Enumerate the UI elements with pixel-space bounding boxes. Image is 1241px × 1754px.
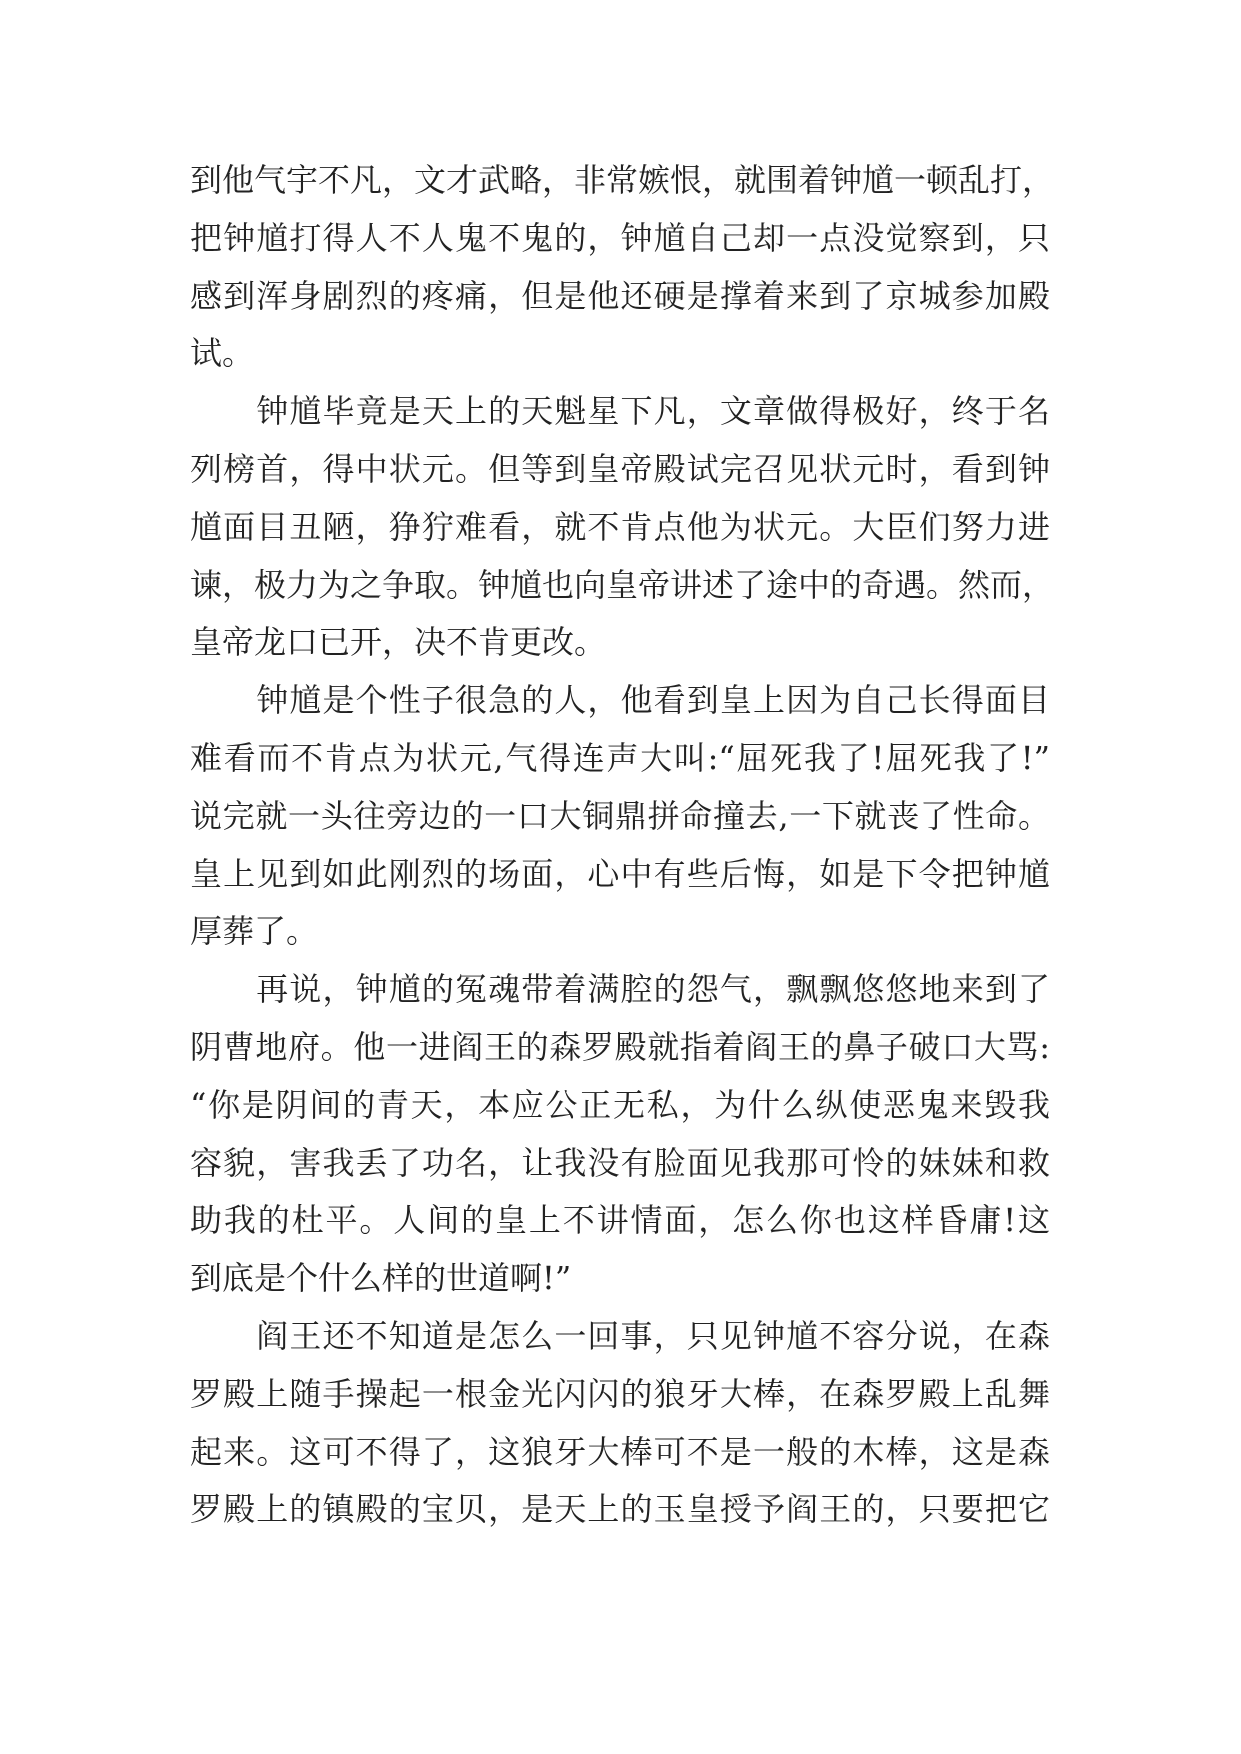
- text-line: 起来。这可不得了，这狼牙大棒可不是一般的木棒，这是森: [190, 1432, 1050, 1471]
- text-line: 说完就一头往旁边的一口大铜鼎拼命撞去,一下就丧了性命。: [190, 796, 1050, 835]
- text-line: 钟馗是个性子很急的人，他看到皇上因为自己长得面目: [190, 681, 1050, 720]
- text-line: 馗面目丑陋，狰狞难看，就不肯点他为状元。大臣们努力进: [190, 507, 1050, 546]
- text-line: 把钟馗打得人不人鬼不鬼的，钟馗自己却一点没觉察到，只: [190, 218, 1050, 257]
- text-line: 阴曹地府。他一进阎王的森罗殿就指着阎王的鼻子破口大骂:: [190, 1027, 1050, 1066]
- text-line: 再说，钟馗的冤魂带着满腔的怨气，飘飘悠悠地来到了: [190, 970, 1050, 1009]
- text-line: 皇帝龙口已开，决不肯更改。: [190, 623, 607, 662]
- text-line: 容貌，害我丢了功名，让我没有脸面见我那可怜的妹妹和救: [190, 1143, 1050, 1182]
- text-line: “你是阴间的青天，本应公正无私，为什么纵使恶鬼来毁我: [190, 1085, 1050, 1124]
- text-line: 助我的杜平。人间的皇上不讲情面，怎么你也这样昏庸!这: [190, 1201, 1050, 1240]
- text-line: 钟馗毕竟是天上的天魁星下凡，文章做得极好，终于名: [190, 392, 1050, 431]
- text-line: 试。: [190, 334, 255, 373]
- text-line: 感到浑身剧烈的疼痛，但是他还硬是撑着来到了京城参加殿: [190, 276, 1050, 315]
- text-line: 到底是个什么样的世道啊!”: [190, 1259, 572, 1298]
- text-line: 难看而不肯点为状元,气得连声大叫:“屈死我了!屈死我了!”: [190, 738, 1050, 777]
- text-line: 列榜首，得中状元。但等到皇帝殿试完召见状元时，看到钟: [190, 449, 1050, 488]
- text-line: 到他气宇不凡，文才武略，非常嫉恨，就围着钟馗一顿乱打，: [190, 161, 1055, 199]
- text-line: 厚葬了。: [190, 912, 319, 951]
- text-line: 阎王还不知道是怎么一回事，只见钟馗不容分说，在森: [190, 1316, 1050, 1355]
- text-line: 皇上见到如此刚烈的场面，心中有些后悔，如是下令把钟馗: [190, 854, 1050, 893]
- text-line: 谏，极力为之争取。钟馗也向皇帝讲述了途中的奇遇。然而，: [190, 565, 1055, 604]
- text-line: 罗殿上随手操起一根金光闪闪的狼牙大棒，在森罗殿上乱舞: [190, 1374, 1050, 1413]
- text-line: 罗殿上的镇殿的宝贝，是天上的玉皇授予阎王的，只要把它: [190, 1490, 1050, 1529]
- document-body: [190, 152, 1055, 1539]
